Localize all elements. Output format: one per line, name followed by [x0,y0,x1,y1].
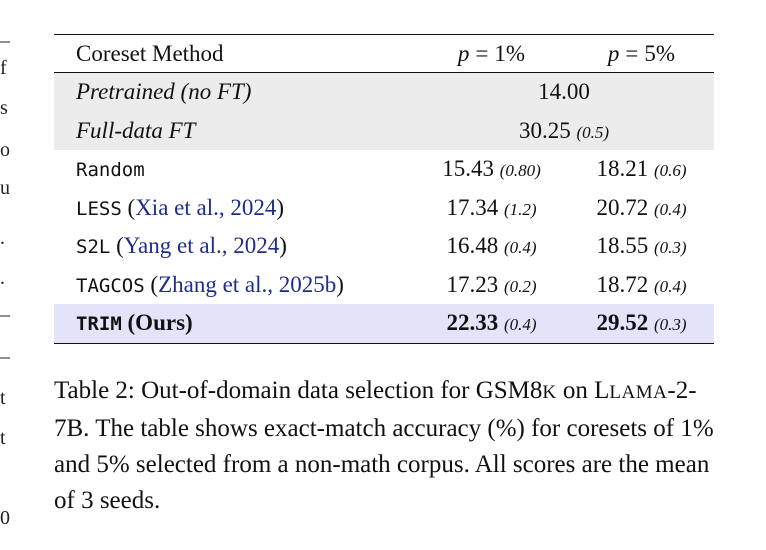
table-header-row [54,35,714,73]
table-row-s2l [54,227,714,266]
edge-fragment: _ [0,23,10,45]
cell-p5: 20.72 (0.4) [596,194,687,220]
cell-p1: 22.33 (0.4) [414,304,569,343]
table-row-full-data [54,112,714,151]
edge-fragment: . [0,227,5,249]
edge-fragment: . [0,267,5,289]
edge-fragment: f [0,57,7,79]
edge-fragment: 0 [0,507,10,529]
edge-fragment: u [0,177,10,199]
cell-p5: 18.72 (0.4) [596,271,687,297]
edge-fragment: t [0,427,6,449]
edge-fragment: s [0,97,8,119]
edge-fragment: t [0,387,6,409]
row-label: Random [76,159,145,182]
results-table [54,34,714,344]
row-value: 30.25 (0.5) [414,112,714,151]
cell-p5: 18.55 (0.3) [596,233,687,259]
cell-p5: 29.52 (0.3) [569,304,714,343]
table-row-less [54,189,714,228]
edge-fragment: _ [0,297,10,319]
citation-link[interactable]: Xia et al., 2024 [135,194,277,220]
header-p5: p = 5% [607,40,676,66]
row-label: Pretrained (no FT) [54,73,414,112]
row-label: TAGCOS (Zhang et al., 2025b) [76,271,344,297]
citation-link[interactable]: Yang et al., 2024 [123,233,280,259]
cell-p1: 15.43 (0.80) [442,156,541,182]
row-label: Full-data FT [54,112,414,151]
left-column-edge-fragments [0,0,14,550]
cell-p5: 18.21 (0.6) [596,156,687,182]
edge-fragment: o [0,139,10,161]
table-row-tagcos [54,266,714,305]
row-label: LESS (Xia et al., 2024) [76,194,285,220]
table-caption: Table 2: Out-of-domain data selection for GSM8K on LLAMA-2-7B. The table shows exact-match accuracy (%) for coresets of 1% and 5% selected from a non-math corpus. All scores are the mean of 3 seeds. [54,377,714,514]
cell-p1: 17.23 (0.2) [446,271,537,297]
edge-fragment: _ [0,339,10,361]
table-row-trim-ours [54,304,714,343]
header-coreset-method: Coreset Method [76,40,224,66]
cell-p1: 16.48 (0.4) [446,233,537,259]
row-label: S2L (Yang et al., 2024) [76,233,287,259]
row-value: 14.00 [414,73,714,112]
row-label: TRIM (Ours) [54,304,414,343]
table-row-pretrained [54,73,714,112]
citation-link[interactable]: Zhang et al., 2025b [158,271,337,297]
header-p1: p = 1% [457,40,526,66]
cell-p1: 17.34 (1.2) [446,194,537,220]
table-row-random [54,150,714,189]
